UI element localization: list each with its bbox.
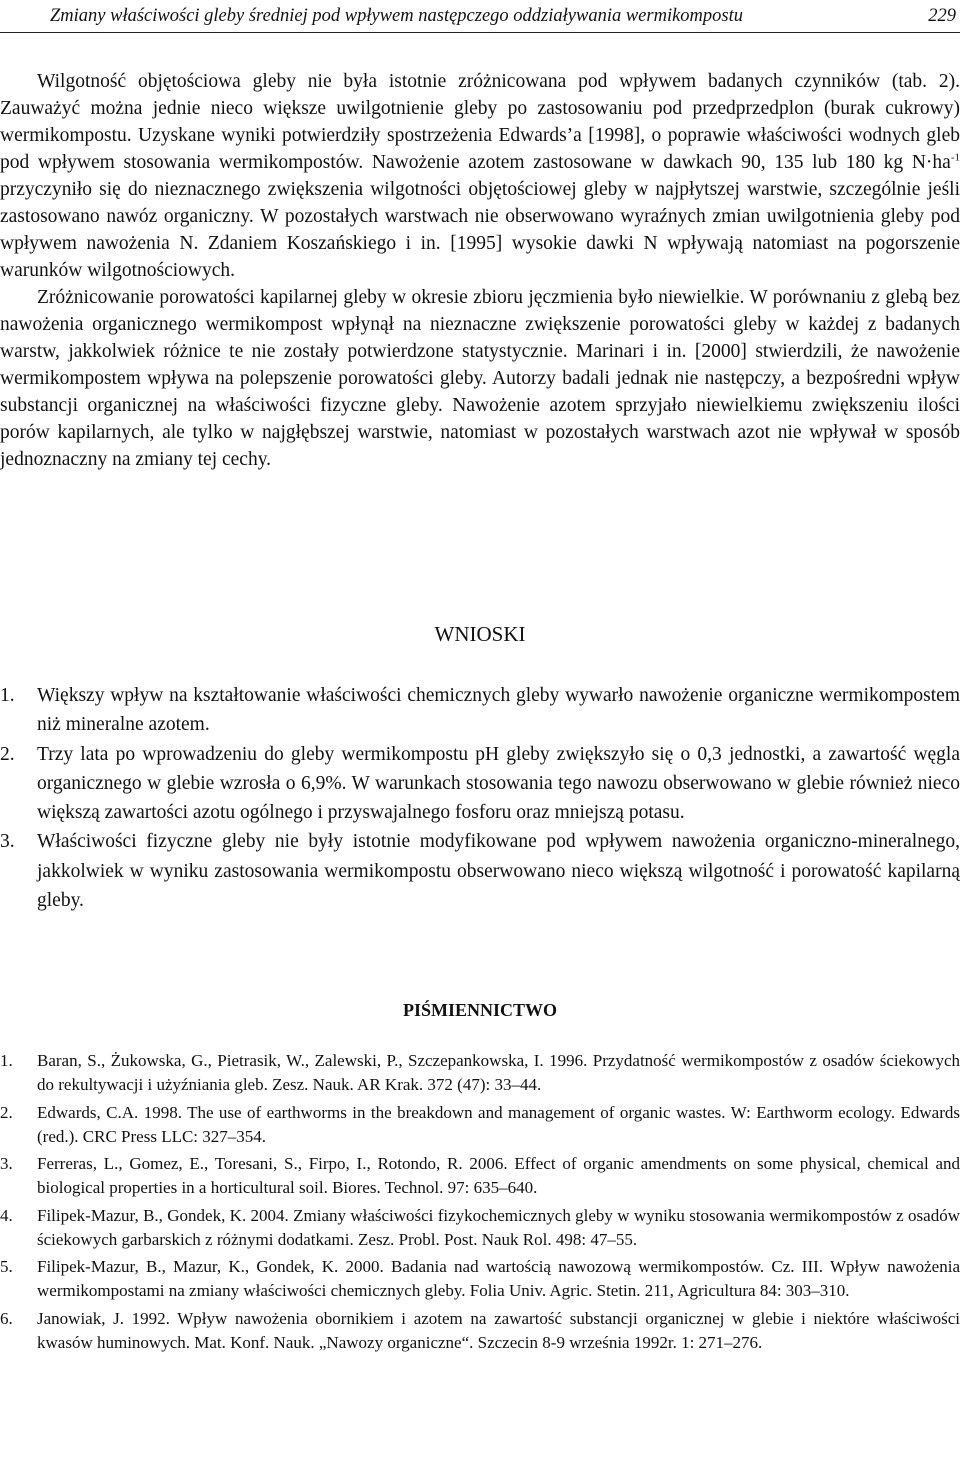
- references-list: [0, 1049, 960, 1358]
- item-text: Większy wpływ na kształtowanie właściwości chemicznych gleby wywarło nawożenie organiczne wermikompostem niż mineralne azotem.: [37, 685, 960, 736]
- list-item: [0, 681, 960, 740]
- item-text: Trzy lata po wprowadzeniu do gleby wermikompostu pH gleby zwiększyło się o 0,3 jednostki, a zawartość węgla organicznego w glebie wzrosła o 6,9%. W warunkach stosowania tego nawozu obserwowano w glebie również nieco większą zawartości azotu ogólnego i przyswajalnego fosforu oraz mniejszą potasu.: [37, 743, 960, 824]
- reference-text: Janowiak, J. 1992. Wpływ nawożenia obornikiem i azotem na zawartość substancji organicznej w glebie i niektóre właściwości kwasów huminowych. Mat. Konf. Nauk. „Nawozy organiczne“. Szczecin 8-9 września 1992r. 1: 271–276.: [37, 1308, 960, 1352]
- reference-item: [0, 1204, 960, 1252]
- reference-number: 3.: [0, 1154, 13, 1173]
- reference-text: Ferreras, L., Gomez, E., Toresani, S., Firpo, I., Rotondo, R. 2006. Effect of organic amendments on some physical, chemical and biological properties in a horticultural soil. Biores. Technol. 97: 635–640.: [37, 1154, 960, 1197]
- reference-text: Edwards, C.A. 1998. The use of earthworms in the breakdown and management of organic wastes. W: Earthworm ecology. Edwards (red.). CRC Press LLC: 327–354.: [37, 1102, 960, 1146]
- list-item: [0, 740, 960, 828]
- item-number: 3.: [0, 831, 15, 853]
- paragraph-text: przyczyniło się do nieznacznego zwiększenia wilgotności objętościowej gleby w najpłytszej warstwie, szczególnie jeśli zastosowano nawóz organiczny. W pozostałych warstwach nie obserwowano wyraźnych zmian uwilgotnienia gleby pod wpływem nawożenia N. Zdaniem Koszańskiego i in. [1995] wysokie dawki N wpływają natomiast na pogorszenie warunków wilgotnościowych.: [0, 179, 960, 281]
- reference-text: Filipek-Mazur, B., Mazur, K., Gondek, K. 2000. Badania nad wartością nawozową wermikompostów. Cz. III. Wpływ nawożenia wermikompostami na zmiany właściwości chemicznych gleby. Folia Univ. Agric. Stetin. 211, Agricultura 84: 303–310.: [37, 1257, 960, 1300]
- reference-number: 6.: [0, 1308, 13, 1328]
- reference-item: [0, 1049, 960, 1097]
- paragraph: Zróżnicowanie porowatości kapilarnej gleby w okresie zbioru jęczmienia było niewielkie. W porównaniu z glebą bez nawożenia organicznego wermikompost wpłynął na nieznaczne zwiększenie porowatości gleby w każdej z badanych warstw, jakkolwiek różnice te nie zostały potwierdzone statystycznie. Marinari i in. [2000] stwierdzili, że nawożenie wermikompostem wpływa na polepszenie porowatości gleby. Autorzy badali jednak nie następczy, a bezpośredni wpływ substancji organicznej na właściwości fizyczne gleby. Nawożenie azotem sprzyjało niewielkiemu zwiększeniu ilości porów kapilarnych, ale tylko w najgłębszej warstwie, natomiast w pozostałych warstwach azot nie wpływał w sposób jednoznaczny na zmiany tej cechy.: [0, 287, 960, 470]
- item-number: 1.: [0, 685, 15, 706]
- superscript: -1: [950, 151, 960, 164]
- reference-item: [0, 1152, 960, 1200]
- body-text: [0, 68, 960, 473]
- conclusions-heading: WNIOSKI: [434, 622, 526, 646]
- reference-item: [0, 1307, 960, 1355]
- reference-number: 2.: [0, 1102, 13, 1122]
- running-header: [0, 2, 960, 33]
- item-text: Właściwości fizyczne gleby nie były istotnie modyfikowane pod wpływem nawożenia organiczno-mineralnego, jakkolwiek w wyniku zastosowania wermikompostu obserwowano nieco większą wilgotność i porowatość kapilarną gleby.: [37, 831, 960, 912]
- reference-number: 5.: [0, 1257, 13, 1276]
- list-item: [0, 827, 960, 915]
- reference-item: [0, 1255, 960, 1303]
- reference-text: Filipek-Mazur, B., Gondek, K. 2004. Zmiany właściwości fizykochemicznych gleby w wyniku stosowania wermikompostów z osadów ściekowych garbarskich z różnymi dodatkami. Zesz. Probl. Post. Nauk Rol. 498: 47–55.: [37, 1205, 960, 1249]
- paragraph: [0, 68, 960, 284]
- reference-number: 1.: [0, 1051, 13, 1070]
- paragraph-text: Wilgotność objętościowa gleby nie była istotnie zróżnicowana pod wpływem badanych czynników (tab. 2). Zauważyć można jednie nieco większe uwilgotnienie gleby po zastosowaniu pod przedprzedplon (burak cukrowy) wermikompostu. Uzyskane wyniki potwierdziły spostrzeżenia Edwards’a [1998], o poprawie właściwości wodnych gleb pod wpływem stosowania wermikompostów. Nawożenie azotem zastosowane w dawkach 90, 135 lub 180 kg N·ha: [0, 71, 960, 173]
- conclusions-list: [0, 681, 960, 915]
- references-heading: PIŚMIENNICTWO: [402, 1000, 558, 1020]
- item-number: 2.: [0, 743, 15, 765]
- page-number: 229: [928, 6, 956, 26]
- reference-number: 4.: [0, 1205, 13, 1225]
- reference-text: Baran, S., Żukowska, G., Pietrasik, W., Zalewski, P., Szczepankowska, I. 1996. Przydatność wermikompostów z osadów ściekowych do rekultywacji i użyźniania gleb. Zesz. Nauk. AR Krak. 372 (47): 33–44.: [37, 1051, 960, 1094]
- reference-item: [0, 1101, 960, 1149]
- running-title: Zmiany właściwości gleby średniej pod wpływem następczego oddziaływania wermikompostu: [50, 6, 744, 26]
